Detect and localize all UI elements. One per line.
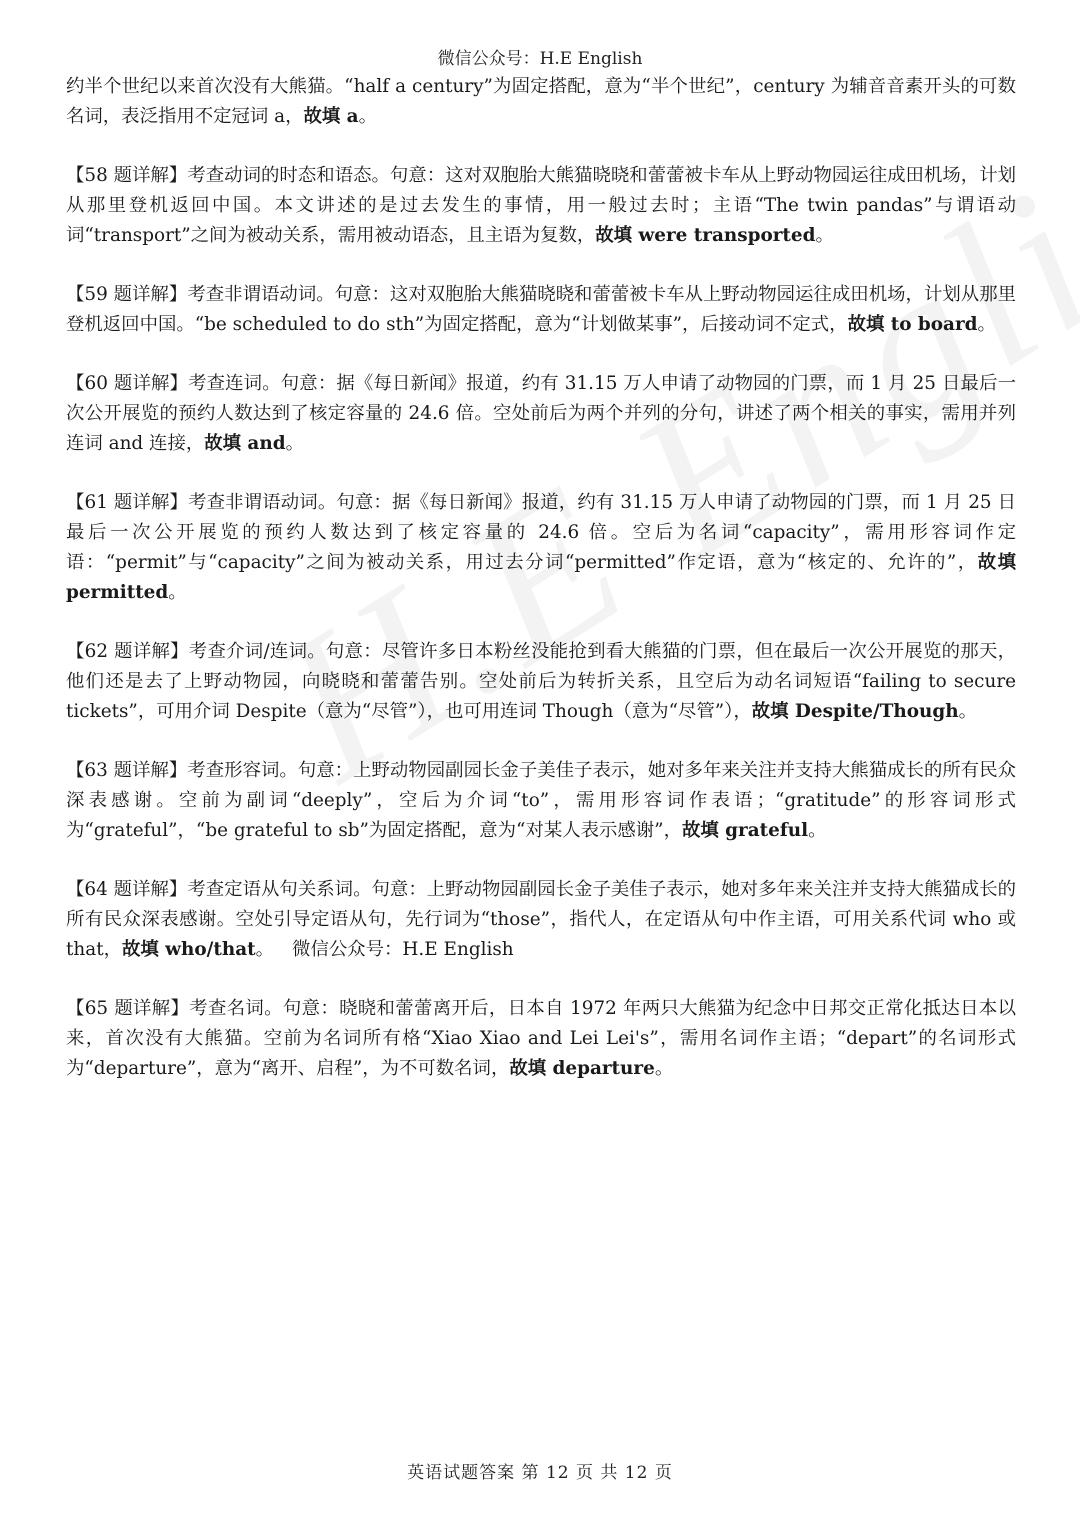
- answer-text: 故填 Despite/Though: [751, 701, 959, 722]
- explanation-paragraph-64: [66, 875, 1016, 965]
- explanation-paragraph-60: [66, 369, 1016, 459]
- explanation-paragraph-65: [66, 994, 1016, 1084]
- explanation-paragraph-58: [66, 161, 1016, 251]
- paragraph-tail: 。: [808, 820, 827, 841]
- paragraph-text: 【62 题详解】考查介词/连词。句意：尽管许多日本粉丝没能抢到看大熊猫的门票，但在最后一次公开展览的那天，他们还是去了上野动物园，向晓晓和蕾蕾告别。空处前后为转折关系，且空后为动名词短语“failing to secure tickets”，可用介词 Despite（意为“尽管”），也可用连词 Though（意为“尽管”），: [66, 641, 1016, 722]
- paragraph-text: 【63 题详解】考查形容词。句意：上野动物园副园长金子美佳子表示，她对多年来关注并支持大熊猫成长的所有民众深表感谢。空前为副词“deeply”，空后为介词“to”，需用形容词作表语；“gratitude”的形容词形式为“grateful”，“be grateful to sb”为固定搭配，意为“对某人表示感谢”，: [66, 760, 1016, 841]
- paragraph-tail: 。: [977, 314, 996, 335]
- paragraph-text: 【64 题详解】考查定语从句关系词。句意：上野动物园副园长金子美佳子表示，她对多年来关注并支持大熊猫成长的所有民众深表感谢。空处引导定语从句，先行词为“those”，指代人，在定语从句中作主语，可用关系代词 who 或 that，: [66, 879, 1016, 960]
- wechat-note: 微信公众号：H.E English: [292, 939, 514, 960]
- paragraph-text: 【59 题详解】考查非谓语动词。句意：这对双胞胎大熊猫晓晓和蕾蕾被卡车从上野动物园运往成田机场，计划从那里登机返回中国。“be scheduled to do sth”为固定搭配，意为“计划做某事”，后接动词不定式，: [66, 284, 1016, 335]
- explanation-paragraph-62: [66, 637, 1016, 727]
- paragraph-text: 【65 题详解】考查名词。句意：晓晓和蕾蕾离开后，日本自 1972 年两只大熊猫为纪念中日邦交正常化抵达日本以来，首次没有大熊猫。空前为名词所有格“Xiao Xiao and Lei Lei's”，需用名词作主语；“depart”的名词形式为“departure”，意为“离开、启程”，为不可数名词，: [66, 998, 1016, 1079]
- answer-text: 故填 were transported: [595, 225, 816, 246]
- explanation-paragraph-57: [66, 72, 1016, 132]
- paragraph-tail: 。: [358, 106, 378, 127]
- answer-text: 故填 to board: [847, 314, 978, 335]
- paragraph-tail: 。: [654, 1058, 674, 1079]
- answer-text: 故填 and: [204, 433, 286, 454]
- answer-text: 故填 departure: [509, 1058, 655, 1079]
- explanation-paragraph-59: [66, 280, 1016, 340]
- page-footer: 英语试题答案 第 12 页 共 12 页: [407, 1463, 673, 1483]
- answer-text: 故填 who/that: [121, 939, 256, 960]
- explanation-paragraph-63: [66, 756, 1016, 846]
- answer-text: 故填 permitted: [66, 552, 1016, 603]
- paragraph-text: 【60 题详解】考查连词。句意：据《每日新闻》报道，约有 31.15 万人申请了动物园的门票，而 1 月 25 日最后一次公开展览的预约人数达到了核定容量的 24.6 倍。空处前后为两个并列的分句，讲述了两个相关的事实，需用并列连词 and 连接，: [66, 373, 1016, 454]
- paragraph-text: 约半个世纪以来首次没有大熊猫。“half a century”为固定搭配，意为“半个世纪”，century 为辅音音素开头的可数名词，表泛指用不定冠词 a，: [66, 76, 1016, 127]
- paragraph-tail: 。: [285, 433, 304, 454]
- answer-explanations: [66, 72, 1016, 1113]
- paragraph-tail: 。: [958, 701, 978, 722]
- paragraph-tail: 。: [815, 225, 834, 246]
- explanation-paragraph-61: [66, 488, 1016, 608]
- paragraph-tail: 。: [255, 939, 275, 960]
- answer-text: 故填 a: [303, 106, 359, 127]
- page-header: 微信公众号：H.E English: [437, 49, 643, 69]
- paragraph-text: 【58 题详解】考查动词的时态和语态。句意：这对双胞胎大熊猫晓晓和蕾蕾被卡车从上野动物园运往成田机场，计划从那里登机返回中国。本文讲述的是过去发生的事情，用一般过去时；主语“The twin pandas”与谓语动词“transport”之间为被动关系，需用被动语态，且主语为复数，: [66, 165, 1016, 246]
- paragraph-tail: 。: [168, 582, 187, 603]
- paragraph-text: 【61 题详解】考查非谓语动词。句意：据《每日新闻》报道，约有 31.15 万人申请了动物园的门票，而 1 月 25 日最后一次公开展览的预约人数达到了核定容量的 24.6 倍。空后为名词“capacity”，需用形容词作定语：“permit”与“capacity”之间为被动关系，用过去分词“permitted”作定语，意为“核定的、允许的”，: [66, 492, 1016, 573]
- answer-text: 故填 grateful: [681, 820, 809, 841]
